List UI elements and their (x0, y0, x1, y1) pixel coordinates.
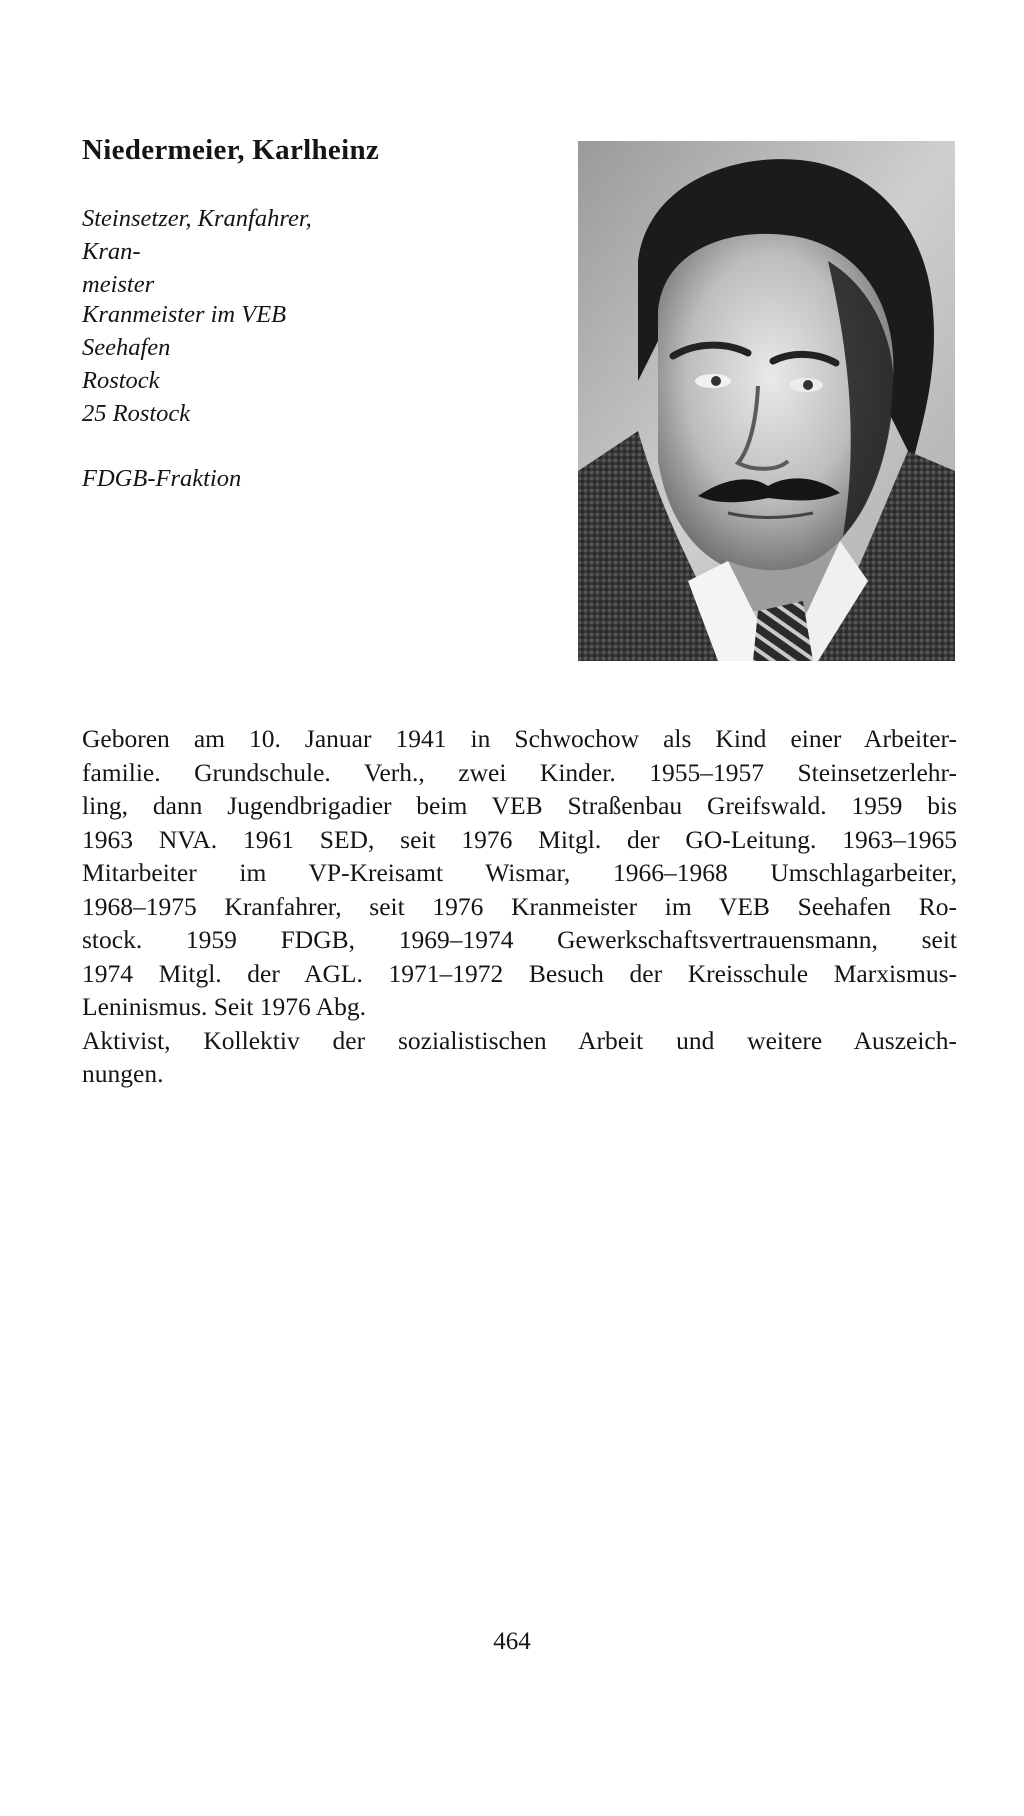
page-number: 464 (493, 1628, 531, 1655)
person-name: Niedermeier, Karlheinz (82, 134, 380, 166)
bio-line: 1963 NVA. 1961 SED, seit 1976 Mitgl. der GO-Leitung. 1963–1965 (82, 824, 957, 854)
portrait-image (578, 141, 955, 661)
position-line: Kranmeister im VEB Seehafen (82, 301, 287, 361)
bio-line: familie. Grundschule. Verh., zwei Kinder. 1955–1957 Steinsetzerlehr- (82, 757, 957, 787)
bio-line: 1974 Mitgl. der AGL. 1971–1972 Besuch der Kreisschule Marxismus- (82, 958, 957, 988)
current-position (82, 298, 352, 397)
fraktion: FDGB-Fraktion (82, 465, 242, 492)
awards-line: Aktivist, Kollektiv der sozialistischen Arbeit und weitere Auszeich- (82, 1025, 957, 1055)
portrait-photo (578, 141, 955, 661)
wahlkreis: 25 Rostock (82, 400, 191, 427)
awards-line: nungen. (82, 1059, 164, 1088)
bio-line: Mitarbeiter im VP-Kreisamt Wismar, 1966–1968 Umschlagarbeiter, (82, 858, 957, 887)
position-line: Rostock (82, 367, 160, 394)
occupation (82, 202, 352, 301)
bio-line: stock. 1959 FDGB, 1969–1974 Gewerkschaftsvertrauensmann, seit (82, 925, 957, 954)
occupation-line: Steinsetzer, Kranfahrer, Kran- (82, 205, 312, 265)
bio-line: ling, dann Jugendbrigadier beim VEB Straßenbau Greifswald. 1959 bis (82, 791, 957, 820)
bio-line: Leninismus. Seit 1976 Abg. (82, 992, 367, 1021)
occupation-line: meister (82, 271, 155, 298)
bio-line: 1968–1975 Kranfahrer, seit 1976 Kranmeister im VEB Seehafen Ro- (82, 891, 957, 921)
biography (82, 722, 957, 1091)
bio-line: Geboren am 10. Januar 1941 in Schwochow als Kind einer Arbeiter- (82, 724, 957, 753)
